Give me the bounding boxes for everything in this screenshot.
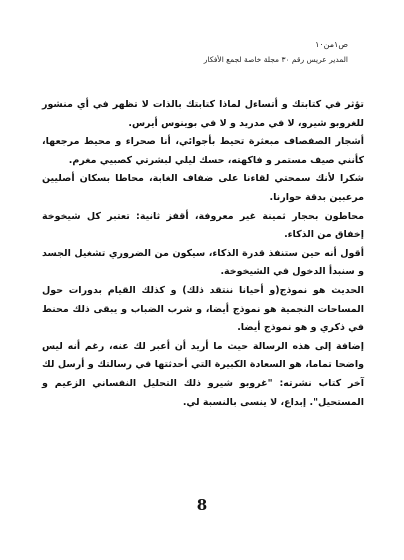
paragraph: أقول أنه حين ستنفذ قدرة الذكاء، سيكون من الضروري تشغيل الجسد و سنبدأ الدخول في الشيخوخة.: [42, 247, 364, 278]
paragraph: الحديث هو نموذج(و أحيانا ننتقد ذلك) و كذلك القيام بدورات حول المساحات النجمية هو نموذج أيضا، و شرب الضباب و يبقى ذلك محنط في ذكري و هو نموذج أيضا.: [42, 284, 364, 334]
paragraph: محاطون بحجار ثمينة غير معروفة، أقفز ثانية: تعتبر كل شيخوخة إخفاق من الذكاء.: [42, 210, 364, 241]
page-number: 8: [196, 496, 208, 514]
paragraph: تؤثر في كتابتك و أتساءل لماذا كتابتك بالذات لا تظهر في أي منشور للغروبو شيرو، لا في مدريد و لا في بوينوس أيرس.: [42, 99, 364, 129]
body-text: [42, 96, 364, 412]
header-running-title: المدير عريس رقم ٣٠ مجلة خاصة لجمع الأفكار: [203, 55, 348, 64]
paragraph: أشجار الصفصاف مبعثرة تحيط بأجوائي، أنا صحراء و محيط مرجعها، كأنني صيف مستمر و فاكهته، حسك ليلي لبشرتي كصبيي مغرم.: [42, 136, 364, 166]
paragraph: إضافة إلى هذه الرسالة حيث ما أريد أن أعبر لك عنه، رغم أنه ليس واضحا تماما، هو السعادة الكبيرة التي أحدثتها في رسالتك و أرسل لك آخر كتاب نشرته: "غروبو شيرو ذلك التحليل النفساني الزعيم و المستحيل". إبداع، لا ينسى بالنسبة لي.: [42, 340, 364, 408]
paragraph: شكرا لأنك سمحتي لقاءنا على ضفاف الغابة، محاطا بسكان أصليين مرعبين بدقة حوارنا.: [42, 173, 364, 203]
header-page-reference: ص١من١٠: [315, 40, 348, 49]
